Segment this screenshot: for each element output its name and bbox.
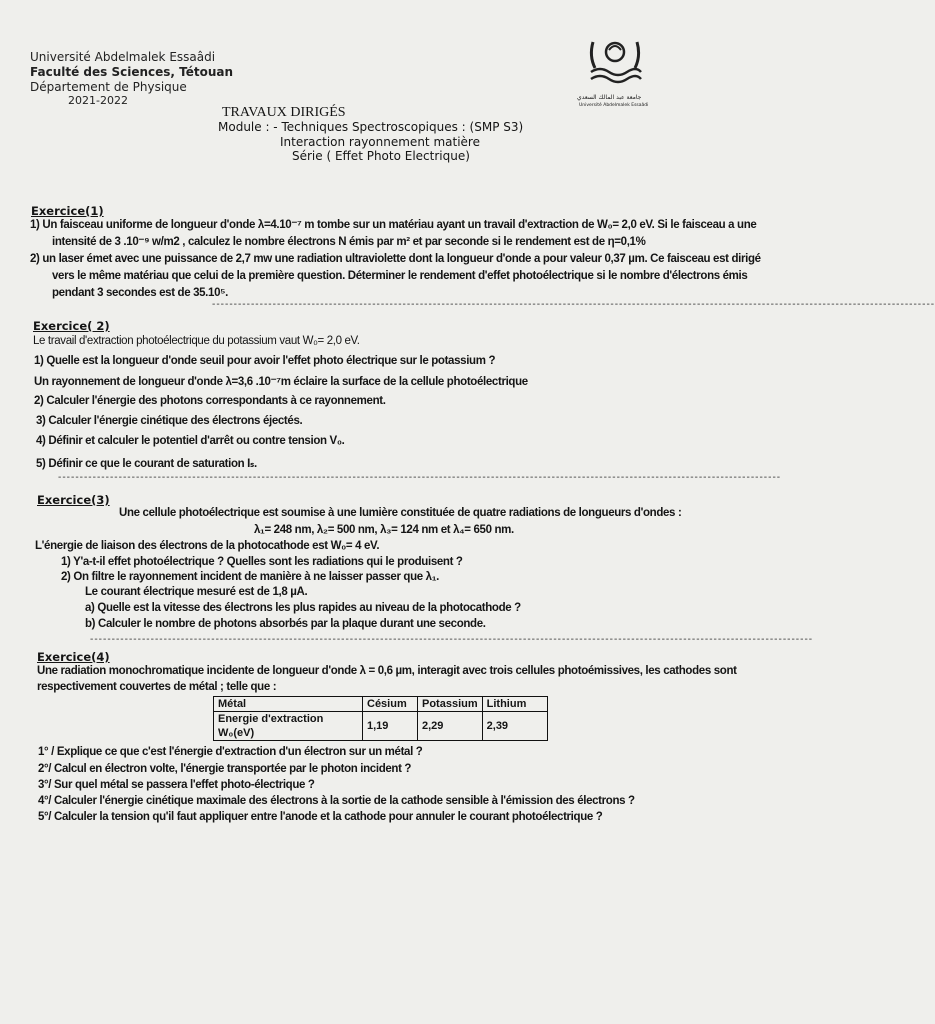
- faculty-name: Faculté des Sciences, Tétouan: [30, 65, 234, 79]
- exercise-3-line: L'énergie de liaison des électrons de la photocathode est W₀= 4 eV.: [35, 540, 380, 552]
- table-header-cell: Césium: [363, 697, 418, 712]
- exercise-2-line: Un rayonnement de longueur d'onde λ=3,6 .10⁻⁷m éclaire la surface de la cellule photoélectrique: [34, 376, 528, 388]
- exercise-1-line: pendant 3 secondes est de 35.10⁵.: [52, 287, 229, 299]
- exercise-3-question: b) Calculer le nombre de photons absorbés par la plaque durant une seconde.: [85, 618, 486, 630]
- exercise-2-line: Le travail d'extraction photoélectrique du potassium vaut W₀= 2,0 eV.: [33, 335, 360, 347]
- exercise-2-heading: Exercice( 2): [33, 319, 110, 333]
- exercise-2-question: 3) Calculer l'énergie cinétique des électrons éjectés.: [36, 415, 303, 427]
- logo-caption-latin: Université Abdelmalek Essaâdi: [579, 103, 649, 108]
- table-header-row: [214, 697, 548, 712]
- exercise-4-heading: Exercice(4): [37, 650, 110, 664]
- separator: -----------------------------------------------------------------------------------------------------------------------------------------------------------------------: [58, 472, 782, 483]
- exercise-2-question: 2) Calculer l'énergie des photons correspondants à ce rayonnement.: [34, 395, 386, 407]
- table-cell: 2,29: [418, 712, 483, 741]
- exercise-3-question: 1) Y'a-t-il effet photoélectrique ? Quelles sont les radiations qui le produisent ?: [61, 556, 463, 568]
- module-name: Module : - Techniques Spectroscopiques : (SMP S3): [218, 120, 524, 134]
- academic-year: 2021-2022: [68, 94, 128, 107]
- exercise-3-wavelengths: λ₁= 248 nm, λ₂= 500 nm, λ₃= 124 nm et λ₄= 650 nm.: [254, 524, 514, 536]
- table-row-label: Energie d'extraction W₀(eV): [214, 712, 363, 741]
- exercise-3-heading: Exercice(3): [37, 493, 110, 507]
- table-header-cell: Lithium: [482, 697, 547, 712]
- exercise-4-question: 1° / Explique ce que c'est l'énergie d'extraction d'un électron sur un métal ?: [38, 746, 423, 758]
- exercise-3-question: 2) On filtre le rayonnement incident de manière à ne laisser passer que λ₁.: [61, 571, 439, 583]
- exercise-3-question: a) Quelle est la vitesse des électrons les plus rapides au niveau de la photocathode ?: [85, 602, 521, 614]
- exercise-1-line: 1) Un faisceau uniforme de longueur d'onde λ=4.10⁻⁷ m tombe sur un matériau ayant un travail d'extraction de W₀= 2,0 eV. Si le faisceau a une: [30, 219, 757, 231]
- exercise-2-question: 1) Quelle est la longueur d'onde seuil pour avoir l'effet photo électrique sur le potassium ?: [34, 355, 496, 367]
- exercise-4-question: 4°/ Calculer l'énergie cinétique maximale des électrons à la sortie de la cathode sensible à l'émission des électrons ?: [38, 795, 635, 807]
- table-cell: 1,19: [363, 712, 418, 741]
- university-logo-icon: [585, 36, 645, 86]
- logo-caption-arabic: جامعة عبد المالك السعدي: [577, 94, 642, 101]
- exercise-3-line: Le courant électrique mesuré est de 1,8 µA.: [85, 586, 308, 598]
- exercise-1-heading: Exercice(1): [31, 204, 104, 218]
- document-title: TRAVAUX DIRIGÉS: [222, 105, 346, 120]
- exercise-4-question: 2°/ Calcul en électron volte, l'énergie transportée par le photon incident ?: [38, 763, 412, 775]
- table-header-cell: Métal: [214, 697, 363, 712]
- table-header-cell: Potassium: [418, 697, 483, 712]
- separator: -----------------------------------------------------------------------------------------------------------------------------------------------------------------------: [212, 299, 935, 310]
- serie-name: Série ( Effet Photo Electrique): [292, 149, 470, 163]
- separator: -----------------------------------------------------------------------------------------------------------------------------------------------------------------------: [90, 634, 814, 645]
- exercise-2-question: 4) Définir et calculer le potentiel d'arrêt ou contre tension V₀.: [36, 435, 345, 447]
- metal-extraction-table: [213, 696, 548, 741]
- university-name: Université Abdelmalek Essaâdi: [30, 50, 216, 64]
- exercise-1-line: vers le même matériau que celui de la première question. Déterminer le rendement d'effet photoélectrique si le nombre d'électrons émis: [52, 270, 748, 282]
- exercise-1-line: 2) un laser émet avec une puissance de 2,7 mw une radiation ultraviolette dont la longueur d'onde a pour valeur 0,37 µm. Ce faisceau est dirigé: [30, 253, 761, 265]
- exercise-3-line: Une cellule photoélectrique est soumise à une lumière constituée de quatre radiations de longueurs d'ondes :: [119, 507, 682, 519]
- table-row: [214, 712, 548, 741]
- exercise-1-line: intensité de 3 .10⁻⁹ w/m2 , calculez le nombre électrons N émis par m² et par seconde si le rendement est de η=0,1%: [52, 236, 646, 248]
- university-logo: [577, 36, 649, 112]
- exercise-2-question: 5) Définir ce que le courant de saturation Iₛ.: [36, 458, 257, 470]
- exercise-4-question: 3°/ Sur quel métal se passera l'effet photo-électrique ?: [38, 779, 315, 791]
- table-cell: 2,39: [482, 712, 547, 741]
- exercise-4-line: respectivement couvertes de métal ; telle que :: [37, 681, 277, 693]
- topic-name: Interaction rayonnement matière: [280, 135, 480, 149]
- department-name: Département de Physique: [30, 80, 187, 94]
- exercise-4-question: 5°/ Calculer la tension qu'il faut appliquer entre l'anode et la cathode pour annuler le courant photoélectrique ?: [38, 811, 603, 823]
- exercise-4-line: Une radiation monochromatique incidente de longueur d'onde λ = 0,6 µm, interagit avec trois cellules photoémissives, les cathodes sont: [37, 665, 737, 677]
